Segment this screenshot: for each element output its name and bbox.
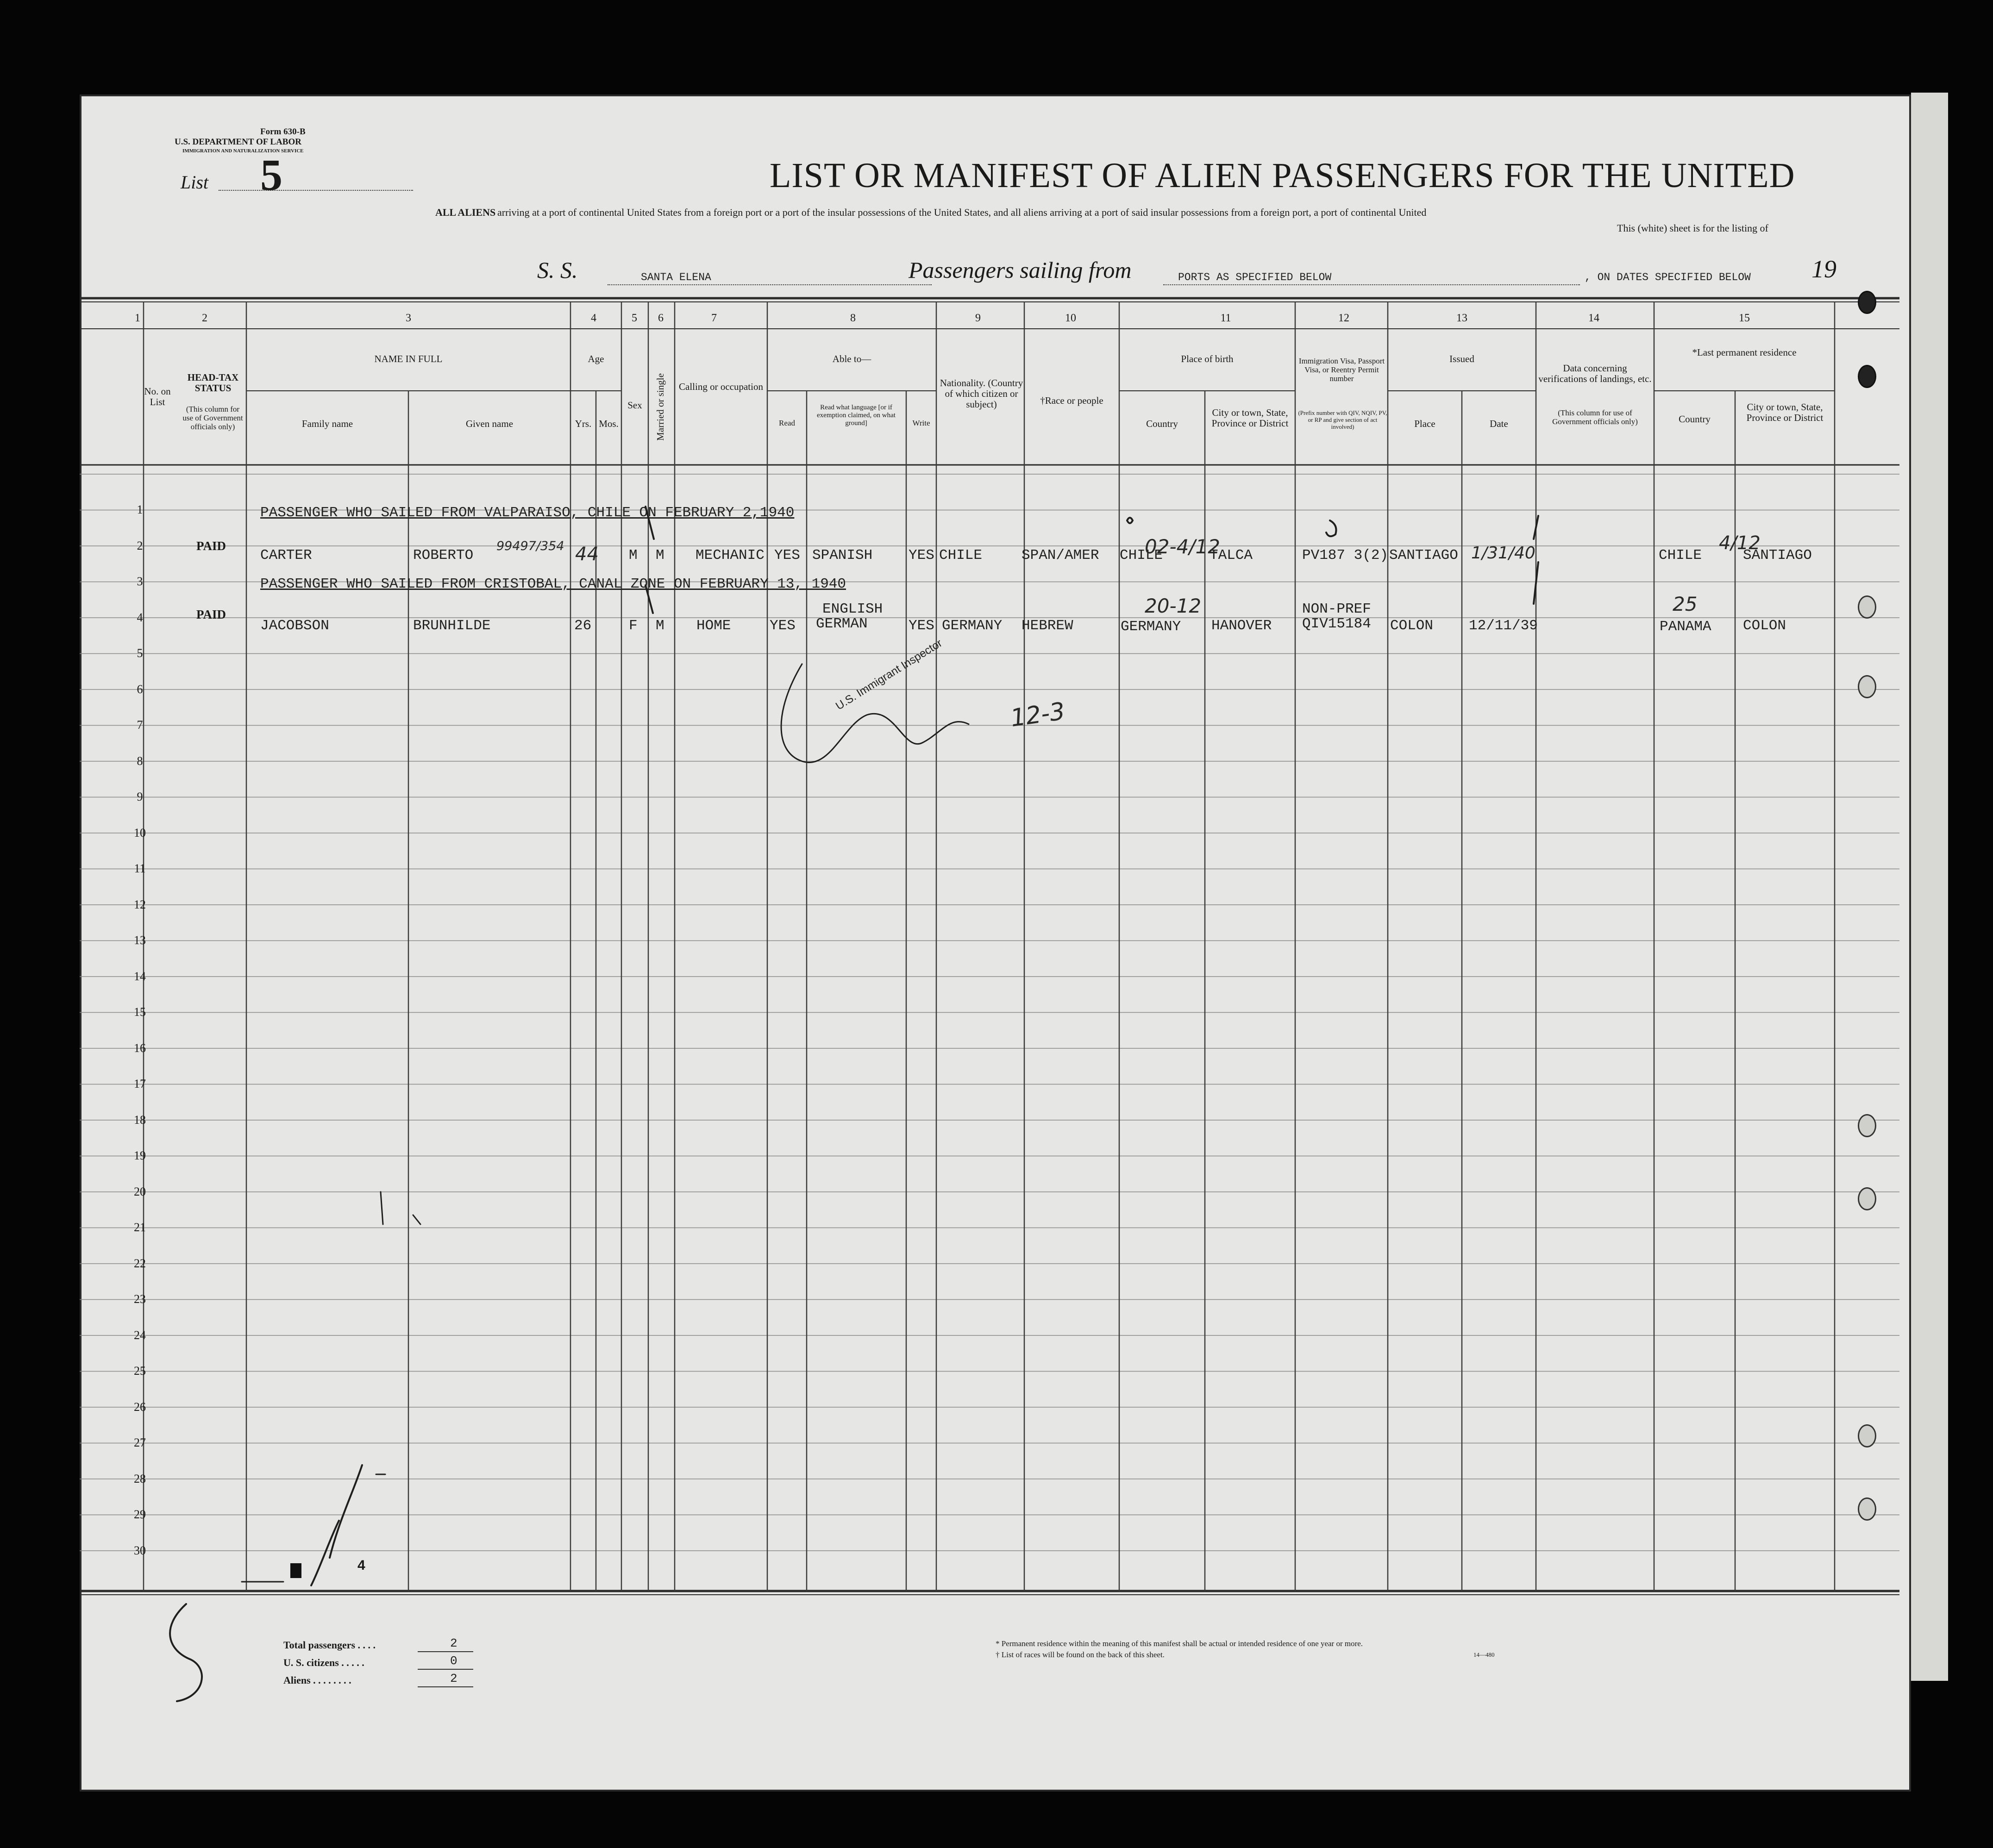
colnum-1: 1 xyxy=(135,312,140,324)
colnum-4: 4 xyxy=(591,312,596,324)
row4-birth-city: HANOVER xyxy=(1211,618,1272,634)
colnum-13: 13 xyxy=(1456,312,1467,324)
year-label: 19 xyxy=(1811,255,1836,283)
list-number: 5 xyxy=(260,150,282,200)
footnote-races: † List of races will be found on the back of this sheet. xyxy=(996,1650,1165,1659)
row-number: 20 xyxy=(134,1184,146,1198)
form-number: Form 630-B xyxy=(260,127,306,137)
row-number: 2 xyxy=(137,539,143,552)
row-number: 24 xyxy=(134,1328,146,1342)
row4-married: M xyxy=(656,618,664,634)
row4-visa-1: NON-PREF xyxy=(1302,601,1371,617)
footnote-form-code: 14—480 xyxy=(1473,1651,1495,1658)
row-number: 15 xyxy=(134,1005,146,1019)
header-place-of-birth: Place of birth xyxy=(1181,353,1234,364)
header-residence: *Last permanent residence xyxy=(1692,347,1797,358)
header-res-city: City or town, State, Province or District xyxy=(1746,401,1824,423)
bottom-count: 4 xyxy=(357,1558,365,1573)
colnum-6: 6 xyxy=(658,312,664,324)
row2-language: SPANISH xyxy=(812,547,873,564)
colnum-11: 11 xyxy=(1220,312,1231,324)
header-race: †Race or people xyxy=(1040,395,1103,406)
header-visa: Immigration Visa, Passport Visa, or Reentry Permit number xyxy=(1298,357,1385,383)
row2-visa: PV187 3(2) xyxy=(1302,547,1389,564)
punch-hole-3 xyxy=(1858,595,1876,619)
colnum-2: 2 xyxy=(202,312,207,324)
aliens-value: 2 xyxy=(450,1672,458,1685)
row-number: 22 xyxy=(134,1256,146,1270)
row-number: 5 xyxy=(137,646,143,660)
row2-family: CARTER xyxy=(260,547,312,564)
tick-mark-row4 xyxy=(646,585,653,613)
header-head-tax-note: (This column for use of Government officials only) xyxy=(182,405,243,431)
row-number: 11 xyxy=(134,862,146,875)
row4-res-city: COLON xyxy=(1743,618,1786,634)
punch-hole-7 xyxy=(1858,1424,1876,1447)
row-number: 7 xyxy=(137,718,143,732)
punch-hole-5 xyxy=(1858,1114,1876,1137)
manifest-sheet xyxy=(80,94,1911,1792)
punch-hole-2 xyxy=(1858,365,1876,388)
row-number: 23 xyxy=(134,1292,146,1306)
row-number: 30 xyxy=(134,1543,146,1557)
row4-yrs: 26 xyxy=(574,618,592,634)
header-read-language: Read what language [or if exemption claimed, on what ground] xyxy=(817,404,896,427)
ship-name: SANTA ELENA xyxy=(641,271,711,283)
row2-given: ROBERTO xyxy=(413,547,474,564)
row2-birth-note: 02-4/12 xyxy=(1145,535,1220,558)
header-sex: Sex xyxy=(627,400,642,411)
header-city: City or town, State, Province or District xyxy=(1211,407,1289,429)
subtitle-text: arriving at a port of continental United States from a foreign port or a port of the insular possessions of the United States, and all aliens arriving at a port of said insular possessions from a foreign port, a port of continental United xyxy=(497,207,1427,218)
row4-language-2: GERMAN xyxy=(816,616,868,632)
row4-visa-2: QIV15184 xyxy=(1302,616,1371,632)
header-name-in-full: NAME IN FULL xyxy=(374,353,443,364)
header-visa-note: (Prefix number with QIV, NQIV, PV, or RP and give section of act involved) xyxy=(1298,409,1387,430)
row-number: 10 xyxy=(134,826,146,839)
row4-issued-place: COLON xyxy=(1390,618,1434,634)
ink-mark-b xyxy=(1326,520,1336,536)
total-passengers-label: Total passengers . . . . xyxy=(283,1639,376,1651)
header-date: Date xyxy=(1490,418,1508,429)
row2-res-country: CHILE xyxy=(1659,547,1702,564)
header-write: Write xyxy=(912,419,930,427)
row-number: 29 xyxy=(134,1508,146,1521)
row-number: 12 xyxy=(134,897,146,911)
subtitle-line2: This (white) sheet is for the listing of xyxy=(1617,222,1768,234)
row2-sex: M xyxy=(629,547,638,564)
row4-write: YES xyxy=(909,618,934,634)
colnum-5: 5 xyxy=(632,312,637,324)
manifest-title: LIST OR MANIFEST OF ALIEN PASSENGERS FOR THE UNITED xyxy=(770,156,1795,195)
tick-mark-row2 xyxy=(646,507,654,539)
aliens-label: Aliens . . . . . . . . xyxy=(283,1674,351,1686)
ss-label: S. S. xyxy=(537,257,578,283)
colnum-3: 3 xyxy=(406,312,411,324)
subtitle-all: ALL ALIENS xyxy=(435,207,496,218)
row4-language-1: ENGLISH xyxy=(822,601,883,617)
header-age: Age xyxy=(588,353,604,364)
header-country: Country xyxy=(1146,418,1178,429)
punch-hole-6 xyxy=(1858,1187,1876,1210)
row4-family: JACOBSON xyxy=(260,618,329,634)
list-label: List xyxy=(181,172,209,193)
row2-married: M xyxy=(656,547,664,564)
header-verification: Data concerning verifications of landings, etc. xyxy=(1538,363,1652,384)
header-able-to: Able to— xyxy=(832,353,871,364)
row-number: 25 xyxy=(134,1364,146,1378)
us-citizens-value: 0 xyxy=(450,1654,458,1668)
row-number: 21 xyxy=(134,1221,146,1234)
row2-res-note: 4/12 xyxy=(1719,532,1761,554)
row-number: 27 xyxy=(134,1436,146,1449)
header-verification-note: (This column for use of Government officials only) xyxy=(1552,408,1638,426)
row-number: 19 xyxy=(134,1149,146,1162)
row4-given: BRUNHILDE xyxy=(413,618,491,634)
row4-res-note: 25 xyxy=(1673,593,1698,615)
verification-ticks xyxy=(1534,516,1538,604)
us-citizens-label: U. S. citizens . . . . . xyxy=(283,1657,364,1668)
header-issued: Issued xyxy=(1449,353,1474,364)
colnum-15: 15 xyxy=(1739,312,1750,324)
row2-birth-country: CHILE xyxy=(1120,547,1163,564)
row2-issued-date: 1/31/40 xyxy=(1471,544,1535,563)
row4-read: YES xyxy=(770,618,796,634)
row-number: 9 xyxy=(137,790,143,803)
row-number: 28 xyxy=(134,1472,146,1485)
margin-mark xyxy=(162,1636,165,1641)
row2-yrs: 44 xyxy=(575,544,599,565)
service-name: IMMIGRATION AND NATURALIZATION SERVICE xyxy=(182,148,304,154)
row-number: 6 xyxy=(137,682,143,696)
department-name: U.S. DEPARTMENT OF LABOR xyxy=(175,137,301,147)
row-number: 3 xyxy=(137,575,143,588)
header-family-name: Family name xyxy=(301,418,353,429)
handwritten-marks xyxy=(80,94,1911,1792)
header-married: Married or single xyxy=(655,373,666,441)
row-number: 17 xyxy=(134,1077,146,1090)
header-mos: Mos. xyxy=(599,418,619,429)
row4-race: HEBREW xyxy=(1022,618,1073,634)
row2-race: SPAN/AMER xyxy=(1022,547,1099,564)
row-number: 4 xyxy=(137,610,143,624)
sailing-label: Passengers sailing from xyxy=(909,257,1132,283)
row2-nationality: CHILE xyxy=(939,547,983,564)
row-number: 8 xyxy=(137,754,143,768)
us-citizens-line xyxy=(418,1669,473,1670)
row2-write: YES xyxy=(909,547,934,564)
row2-calling: MECHANIC xyxy=(696,547,765,564)
row2-res-city: SANTIAGO xyxy=(1743,547,1812,564)
section-cristobal: PASSENGER WHO SAILED FROM CRISTOBAL, CANAL ZONE ON FEBRUARY 13, 1940 xyxy=(260,576,846,592)
row4-head-tax: PAID xyxy=(196,608,226,621)
row-number: 16 xyxy=(134,1041,146,1055)
row2-read: YES xyxy=(774,547,800,564)
ink-circle xyxy=(1127,518,1133,523)
colnum-8: 8 xyxy=(850,312,856,324)
row4-sex: F xyxy=(629,618,638,634)
punch-hole-4 xyxy=(1858,675,1876,698)
row-number: 1 xyxy=(137,503,143,516)
colnum-10: 10 xyxy=(1065,312,1076,324)
row4-birth-note: 20-12 xyxy=(1145,595,1202,617)
aliens-line xyxy=(418,1686,473,1687)
margin-five-mark xyxy=(170,1604,202,1701)
punch-hole-8 xyxy=(1858,1497,1876,1521)
header-yrs: Yrs. xyxy=(575,418,592,429)
header-read: Read xyxy=(779,419,795,427)
inspector-stamp: U.S. Immigrant Inspector xyxy=(834,637,945,713)
row4-nationality: GERMANY xyxy=(942,618,1003,634)
sailing-ports: PORTS AS SPECIFIED BELOW xyxy=(1178,271,1332,283)
header-no-on-list: No. on List xyxy=(144,386,171,407)
header-place: Place xyxy=(1414,418,1435,429)
row4-issued-date: 12/11/39 xyxy=(1469,618,1538,634)
header-head-tax: HEAD-TAX STATUS xyxy=(187,372,239,394)
row-number: 14 xyxy=(134,969,146,983)
section-valparaiso: PASSENGER WHO SAILED FROM VALPARAISO, CHILE ON FEBRUARY 2,1940 xyxy=(260,505,795,521)
colnum-12: 12 xyxy=(1338,312,1349,324)
dates-label: , ON DATES SPECIFIED BELOW xyxy=(1585,271,1751,283)
total-passengers-line xyxy=(418,1651,473,1652)
sheet-edge-strip xyxy=(1911,93,1948,1681)
header-nationality: Nationality. (Country of which citizen or subject) xyxy=(940,377,1023,410)
header-calling: Calling or occupation xyxy=(679,381,763,392)
footnote-residence: * Permanent residence within the meaning of this manifest shall be actual or intended residence of one year or more. xyxy=(996,1639,1363,1648)
colnum-14: 14 xyxy=(1588,312,1599,324)
colnum-9: 9 xyxy=(975,312,981,324)
header-given-name: Given name xyxy=(465,418,514,429)
header-res-country: Country xyxy=(1679,413,1711,425)
row2-birth-city: TALCA xyxy=(1210,547,1253,564)
row2-head-tax: PAID xyxy=(196,539,226,553)
ink-blot xyxy=(290,1563,301,1578)
row4-birth-country: GERMANY xyxy=(1121,619,1181,635)
row4-res-country: PANAMA xyxy=(1660,619,1711,635)
inspector-code: 12-3 xyxy=(1009,697,1067,733)
punch-hole-1 xyxy=(1858,291,1876,314)
row2-issued-place: SANTIAGO xyxy=(1389,547,1458,564)
row2-given-note: 99497/354 xyxy=(496,539,564,553)
row-number: 18 xyxy=(134,1113,146,1127)
row-number: 13 xyxy=(134,933,146,947)
colnum-7: 7 xyxy=(711,312,717,324)
row4-calling: HOME xyxy=(696,618,731,634)
total-passengers-value: 2 xyxy=(450,1636,458,1650)
row-number: 26 xyxy=(134,1400,146,1414)
